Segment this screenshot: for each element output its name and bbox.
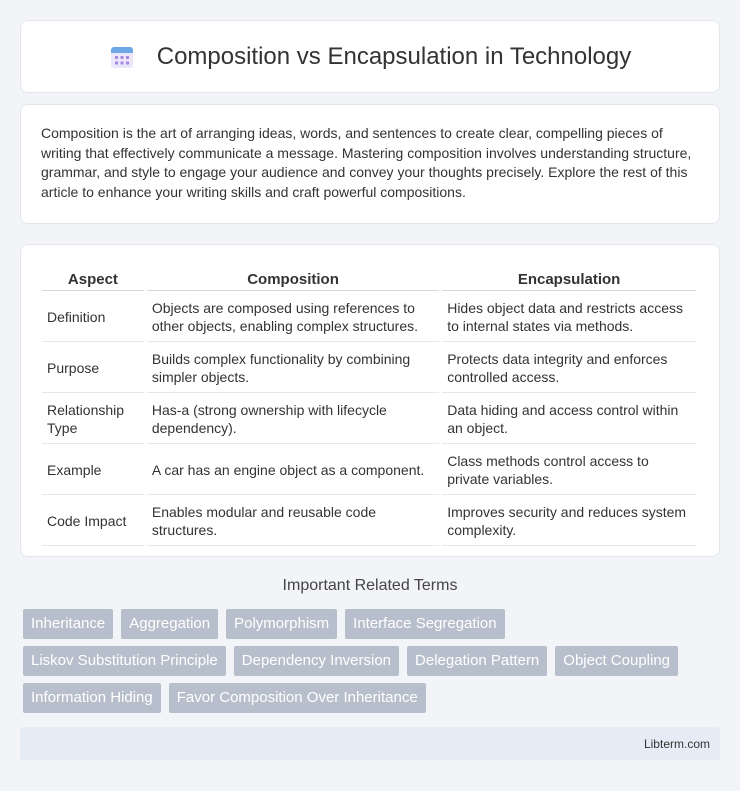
title-wrap bbox=[109, 43, 632, 71]
tag-aggregation[interactable]: Aggregation bbox=[121, 609, 218, 639]
related-terms-title: Important Related Terms bbox=[282, 577, 458, 594]
row-encapsulation: Class methods control access to private variables. bbox=[442, 446, 696, 495]
table-header-row bbox=[42, 267, 696, 291]
tag-row bbox=[23, 646, 723, 676]
row-aspect: Example bbox=[42, 446, 144, 495]
header-aspect: Aspect bbox=[42, 267, 144, 291]
row-encapsulation: Improves security and reduces system complexity. bbox=[442, 497, 696, 546]
intro-text: Composition is the art of arranging ideas, words, and sentences to create clear, compelling pieces of writing that effectively communicate a message. Mastering composition involves understanding structure, grammar, and style to engage your audience and convey your thoughts precisely. Explore the rest of this article to enhance your writing skills and craft powerful compositions. bbox=[41, 125, 692, 200]
row-encapsulation: Data hiding and access control within an object. bbox=[442, 395, 696, 444]
footer-site-link[interactable]: Libterm.com bbox=[643, 736, 710, 751]
row-composition: A car has an engine object as a component. bbox=[147, 446, 439, 495]
related-terms-tags bbox=[23, 609, 723, 720]
table-row bbox=[42, 395, 696, 444]
comparison-table bbox=[39, 265, 699, 548]
tag-liskov-substitution[interactable]: Liskov Substitution Principle bbox=[23, 646, 226, 676]
row-aspect: Relationship Type bbox=[42, 395, 144, 444]
tag-dependency-inversion[interactable]: Dependency Inversion bbox=[234, 646, 399, 676]
row-composition: Enables modular and reusable code structures. bbox=[147, 497, 439, 546]
row-aspect: Purpose bbox=[42, 344, 144, 393]
tag-row bbox=[23, 683, 723, 713]
tag-polymorphism[interactable]: Polymorphism bbox=[226, 609, 337, 639]
row-encapsulation: Hides object data and restricts access to internal states via methods. bbox=[442, 293, 696, 342]
header-encapsulation: Encapsulation bbox=[442, 267, 696, 291]
row-composition: Objects are composed using references to other objects, enabling complex structures. bbox=[147, 293, 439, 342]
row-aspect: Definition bbox=[42, 293, 144, 342]
row-aspect: Code Impact bbox=[42, 497, 144, 546]
table-row bbox=[42, 344, 696, 393]
tag-object-coupling[interactable]: Object Coupling bbox=[555, 646, 678, 676]
tag-row bbox=[23, 609, 723, 639]
footer bbox=[20, 727, 720, 760]
row-encapsulation: Protects data integrity and enforces controlled access. bbox=[442, 344, 696, 393]
comparison-table-card bbox=[20, 244, 720, 557]
table-row bbox=[42, 293, 696, 342]
page-title: Composition vs Encapsulation in Technology bbox=[156, 42, 632, 70]
tag-delegation-pattern[interactable]: Delegation Pattern bbox=[407, 646, 547, 676]
table-row bbox=[42, 497, 696, 546]
table-row bbox=[42, 446, 696, 495]
row-composition: Builds complex functionality by combining simpler objects. bbox=[147, 344, 439, 393]
calendar-icon bbox=[109, 44, 135, 70]
tag-favor-composition[interactable]: Favor Composition Over Inheritance bbox=[169, 683, 426, 713]
intro-card bbox=[20, 104, 720, 224]
tag-interface-segregation[interactable]: Interface Segregation bbox=[345, 609, 504, 639]
header-composition: Composition bbox=[147, 267, 439, 291]
tag-information-hiding[interactable]: Information Hiding bbox=[23, 683, 161, 713]
row-composition: Has-a (strong ownership with lifecycle dependency). bbox=[147, 395, 439, 444]
tag-inheritance[interactable]: Inheritance bbox=[23, 609, 113, 639]
header-card bbox=[20, 20, 720, 93]
